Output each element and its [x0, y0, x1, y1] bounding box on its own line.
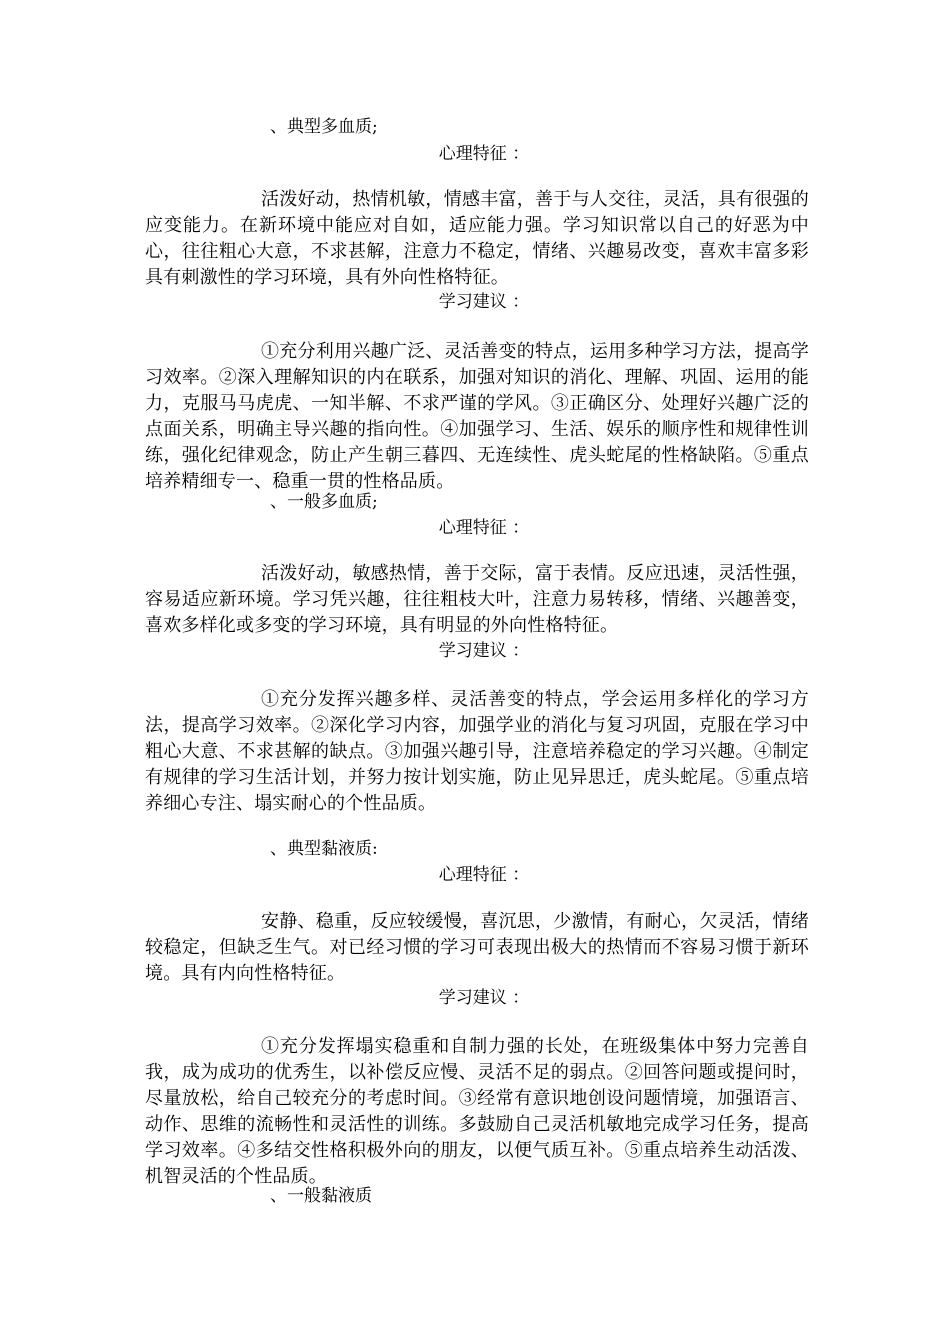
traits-label-2: 心理特征 ：	[438, 518, 530, 538]
traits-paragraph-3: 安静、稳重，反应较缓慢，喜沉思，少激情，有耐心，欠灵活，情绪较稳定，但缺乏生气。对已经习惯的学习可表现出极大的热情而不容易习惯于新环境。具有内向性格特征。	[145, 911, 809, 984]
advice-paragraph-3: ①充分发挥塌实稳重和自制力强的长处，在班级集体中努力完善自我，成为成功的优秀生，以补偿反应慢、灵活不足的弱点。②回答问题或提问时，尽量放松，给自己较充分的考虑时间。③经常有意识地创设问题情境，加强语言、动作、思维的流畅性和灵活性的训练。多鼓励自己灵活机敏地完成学习任务，提高学习效率。④多结交性格积极外向的朋友，以便气质互补。⑤重点培养生动活泼、机智灵活的个性品质。	[145, 1036, 809, 1187]
traits-label-1: 心理特征 ：	[438, 144, 530, 164]
section-heading-1: 、典型多血质;	[270, 117, 378, 137]
advice-label-2: 学习建议 ：	[438, 641, 530, 661]
section-heading-2: 、一般多血质;	[270, 492, 378, 512]
traits-paragraph-1: 活泼好动，热情机敏，情感丰富，善于与人交往，灵活，具有很强的应变能力。在新环境中能应对自如，适应能力强。学习知识常以自己的好恶为中心，往往粗心大意，不求甚解，注意力不稳定，情绪、兴趣易改变，喜欢丰富多彩具有刺激性的学习环境，具有外向性格特征。	[145, 189, 809, 288]
advice-label-1: 学习建议 ：	[438, 292, 530, 312]
traits-label-3: 心理特征 ：	[438, 865, 530, 885]
advice-paragraph-1: ①充分利用兴趣广泛、灵活善变的特点，运用多种学习方法，提高学习效率。②深入理解知识的内在联系，加强对知识的消化、理解、巩固、运用的能力，克服马马虎虎、一知半解、不求严谨的学风。③正确区分、处理好兴趣广泛的点面关系，明确主导兴趣的指向性。④加强学习、生活、娱乐的顺序性和规律性训练，强化纪律观念，防止产生朝三暮四、无连续性、虎头蛇尾的性格缺陷。⑤重点培养精细专一、稳重一贯的性格品质。	[145, 341, 809, 492]
traits-paragraph-2: 活泼好动，敏感热情，善于交际，富于表情。反应迅速，灵活性强，容易适应新环境。学习凭兴趣，往往粗枝大叶，注意力易转移，情绪、兴趣善变，喜欢多样化或多变的学习环境，具有明显的外向性格特征。	[145, 563, 809, 636]
advice-paragraph-2: ①充分发挥兴趣多样、灵活善变的特点，学会运用多样化的学习方法，提高学习效率。②深化学习内容，加强学业的消化与复习巩固，克服在学习中粗心大意、不求甚解的缺点。③加强兴趣引导，注意培养稳定的学习兴趣。④制定有规律的学习生活计划，并努力按计划实施，防止见异思迁，虎头蛇尾。⑤重点培养细心专注、塌实耐心的个性品质。	[145, 689, 809, 814]
section-heading-4: 、一般黏液质	[270, 1186, 372, 1206]
advice-label-3: 学习建议 ：	[438, 988, 530, 1008]
section-heading-3: 、典型黏液质:	[270, 839, 378, 859]
